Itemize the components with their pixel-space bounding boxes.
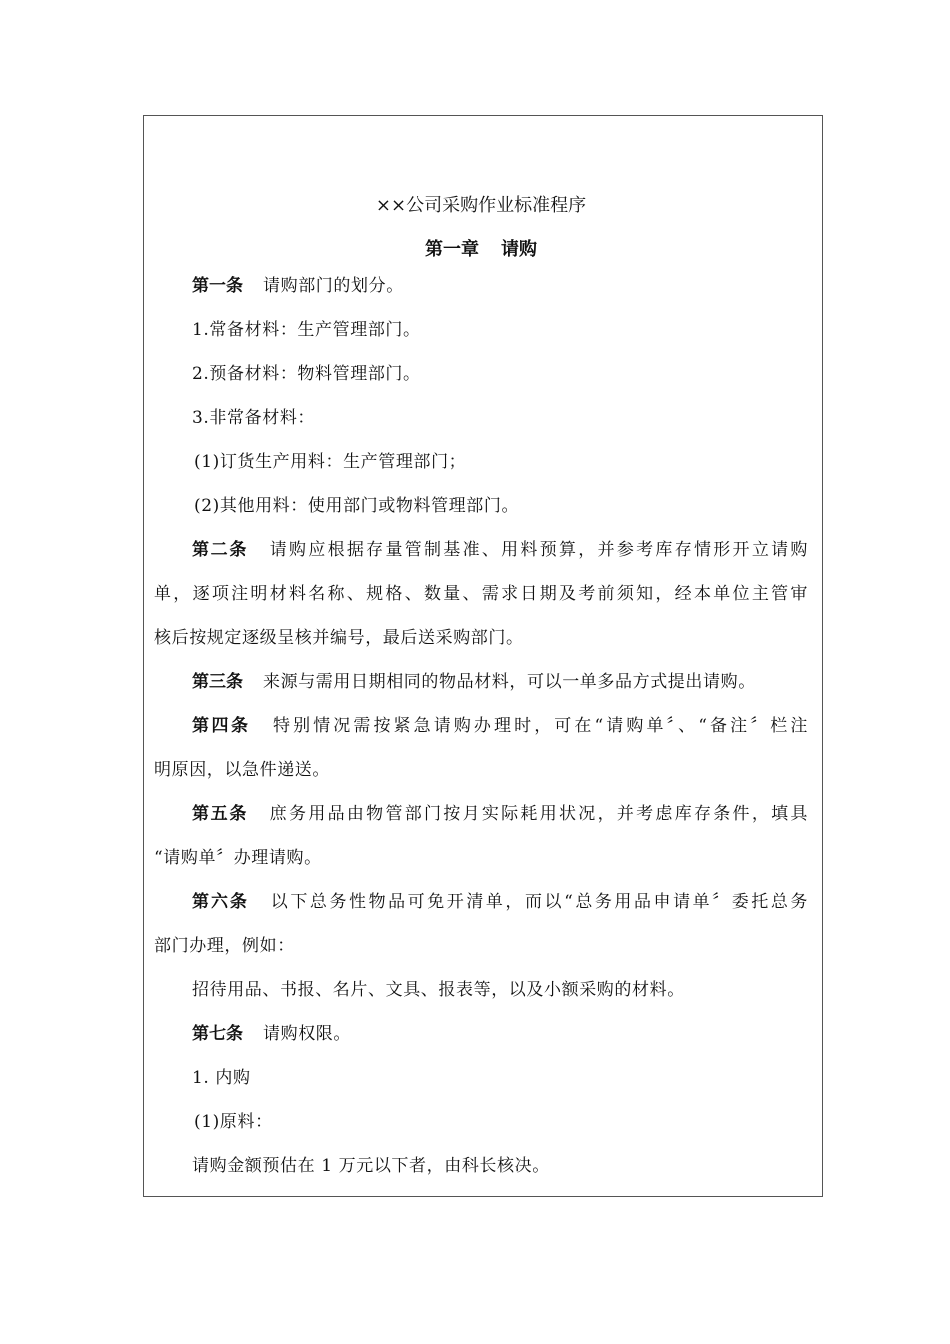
chapter-name: 请购 [501,239,537,260]
article-6-label: 第六条 [192,892,249,912]
article-5 [154,792,808,836]
article-1 [154,264,808,308]
article-5-line-2: “请购单〞办理请购。 [154,848,322,868]
chapter-heading [154,236,808,264]
article-6-line-3: 招待用品、书报、名片、文具、报表等，以及小额采购的材料。 [192,980,685,1000]
article-5-label: 第五条 [192,804,249,824]
list-item: (1)原料： [194,1112,273,1132]
chapter-number: 第一章 [425,239,479,260]
article-2-line-1: 请购应根据存量管制基准、用料预算，并参考库存情形开立请购 [268,540,808,560]
list-item: (2)其他用料：使用部门或物料管理部门。 [194,496,520,516]
list-item: 2.预备材料：物料管理部门。 [192,364,421,384]
article-4-label: 第四条 [192,716,251,736]
list-item: 请购金额预估在 1 万元以下者，由科长核决。 [192,1156,550,1176]
article-2-line-3: 核后按规定逐级呈核并编号，最后送采购部门。 [154,628,524,648]
document-title: ××公司采购作业标准程序 [375,195,587,216]
article-2 [154,528,808,572]
article-3 [154,660,808,704]
article-4-line-1: 特别情况需按紧急请购办理时，可在“请购单〞、“备注〞栏注 [270,716,808,736]
article-7-text: 请购权限。 [263,1024,351,1044]
article-2-label: 第二条 [192,540,249,560]
article-2-line-2: 单，逐项注明材料名称、规格、数量、需求日期及考前须知，经本单位主管审 [154,584,808,604]
document-frame [143,115,823,1197]
document-body [154,192,808,1188]
list-item: 3.非常备材料： [192,408,316,428]
article-3-label: 第三条 [192,672,243,692]
article-6 [154,880,808,924]
article-1-text: 请购部门的划分。 [263,276,404,296]
article-7 [154,1012,808,1056]
list-item: (1)订货生产用料：生产管理部门； [194,452,467,472]
article-3-text: 来源与需用日期相同的物品材料，可以一单多品方式提出请购。 [263,672,756,692]
article-5-line-1: 庶务用品由物管部门按月实际耗用状况，并考虑库存条件，填具 [268,804,808,824]
list-item: 1. 内购 [192,1068,251,1088]
list-item: 1.常备材料：生产管理部门。 [192,320,421,340]
article-1-label: 第一条 [192,276,243,296]
article-4 [154,704,808,748]
article-7-label: 第七条 [192,1024,243,1044]
article-6-line-2: 部门办理，例如： [154,936,295,956]
article-4-line-2: 明原因，以急件递送。 [154,760,330,780]
article-6-line-1: 以下总务性物品可免开清单，而以“总务用品申请单〞委托总务 [268,892,808,912]
